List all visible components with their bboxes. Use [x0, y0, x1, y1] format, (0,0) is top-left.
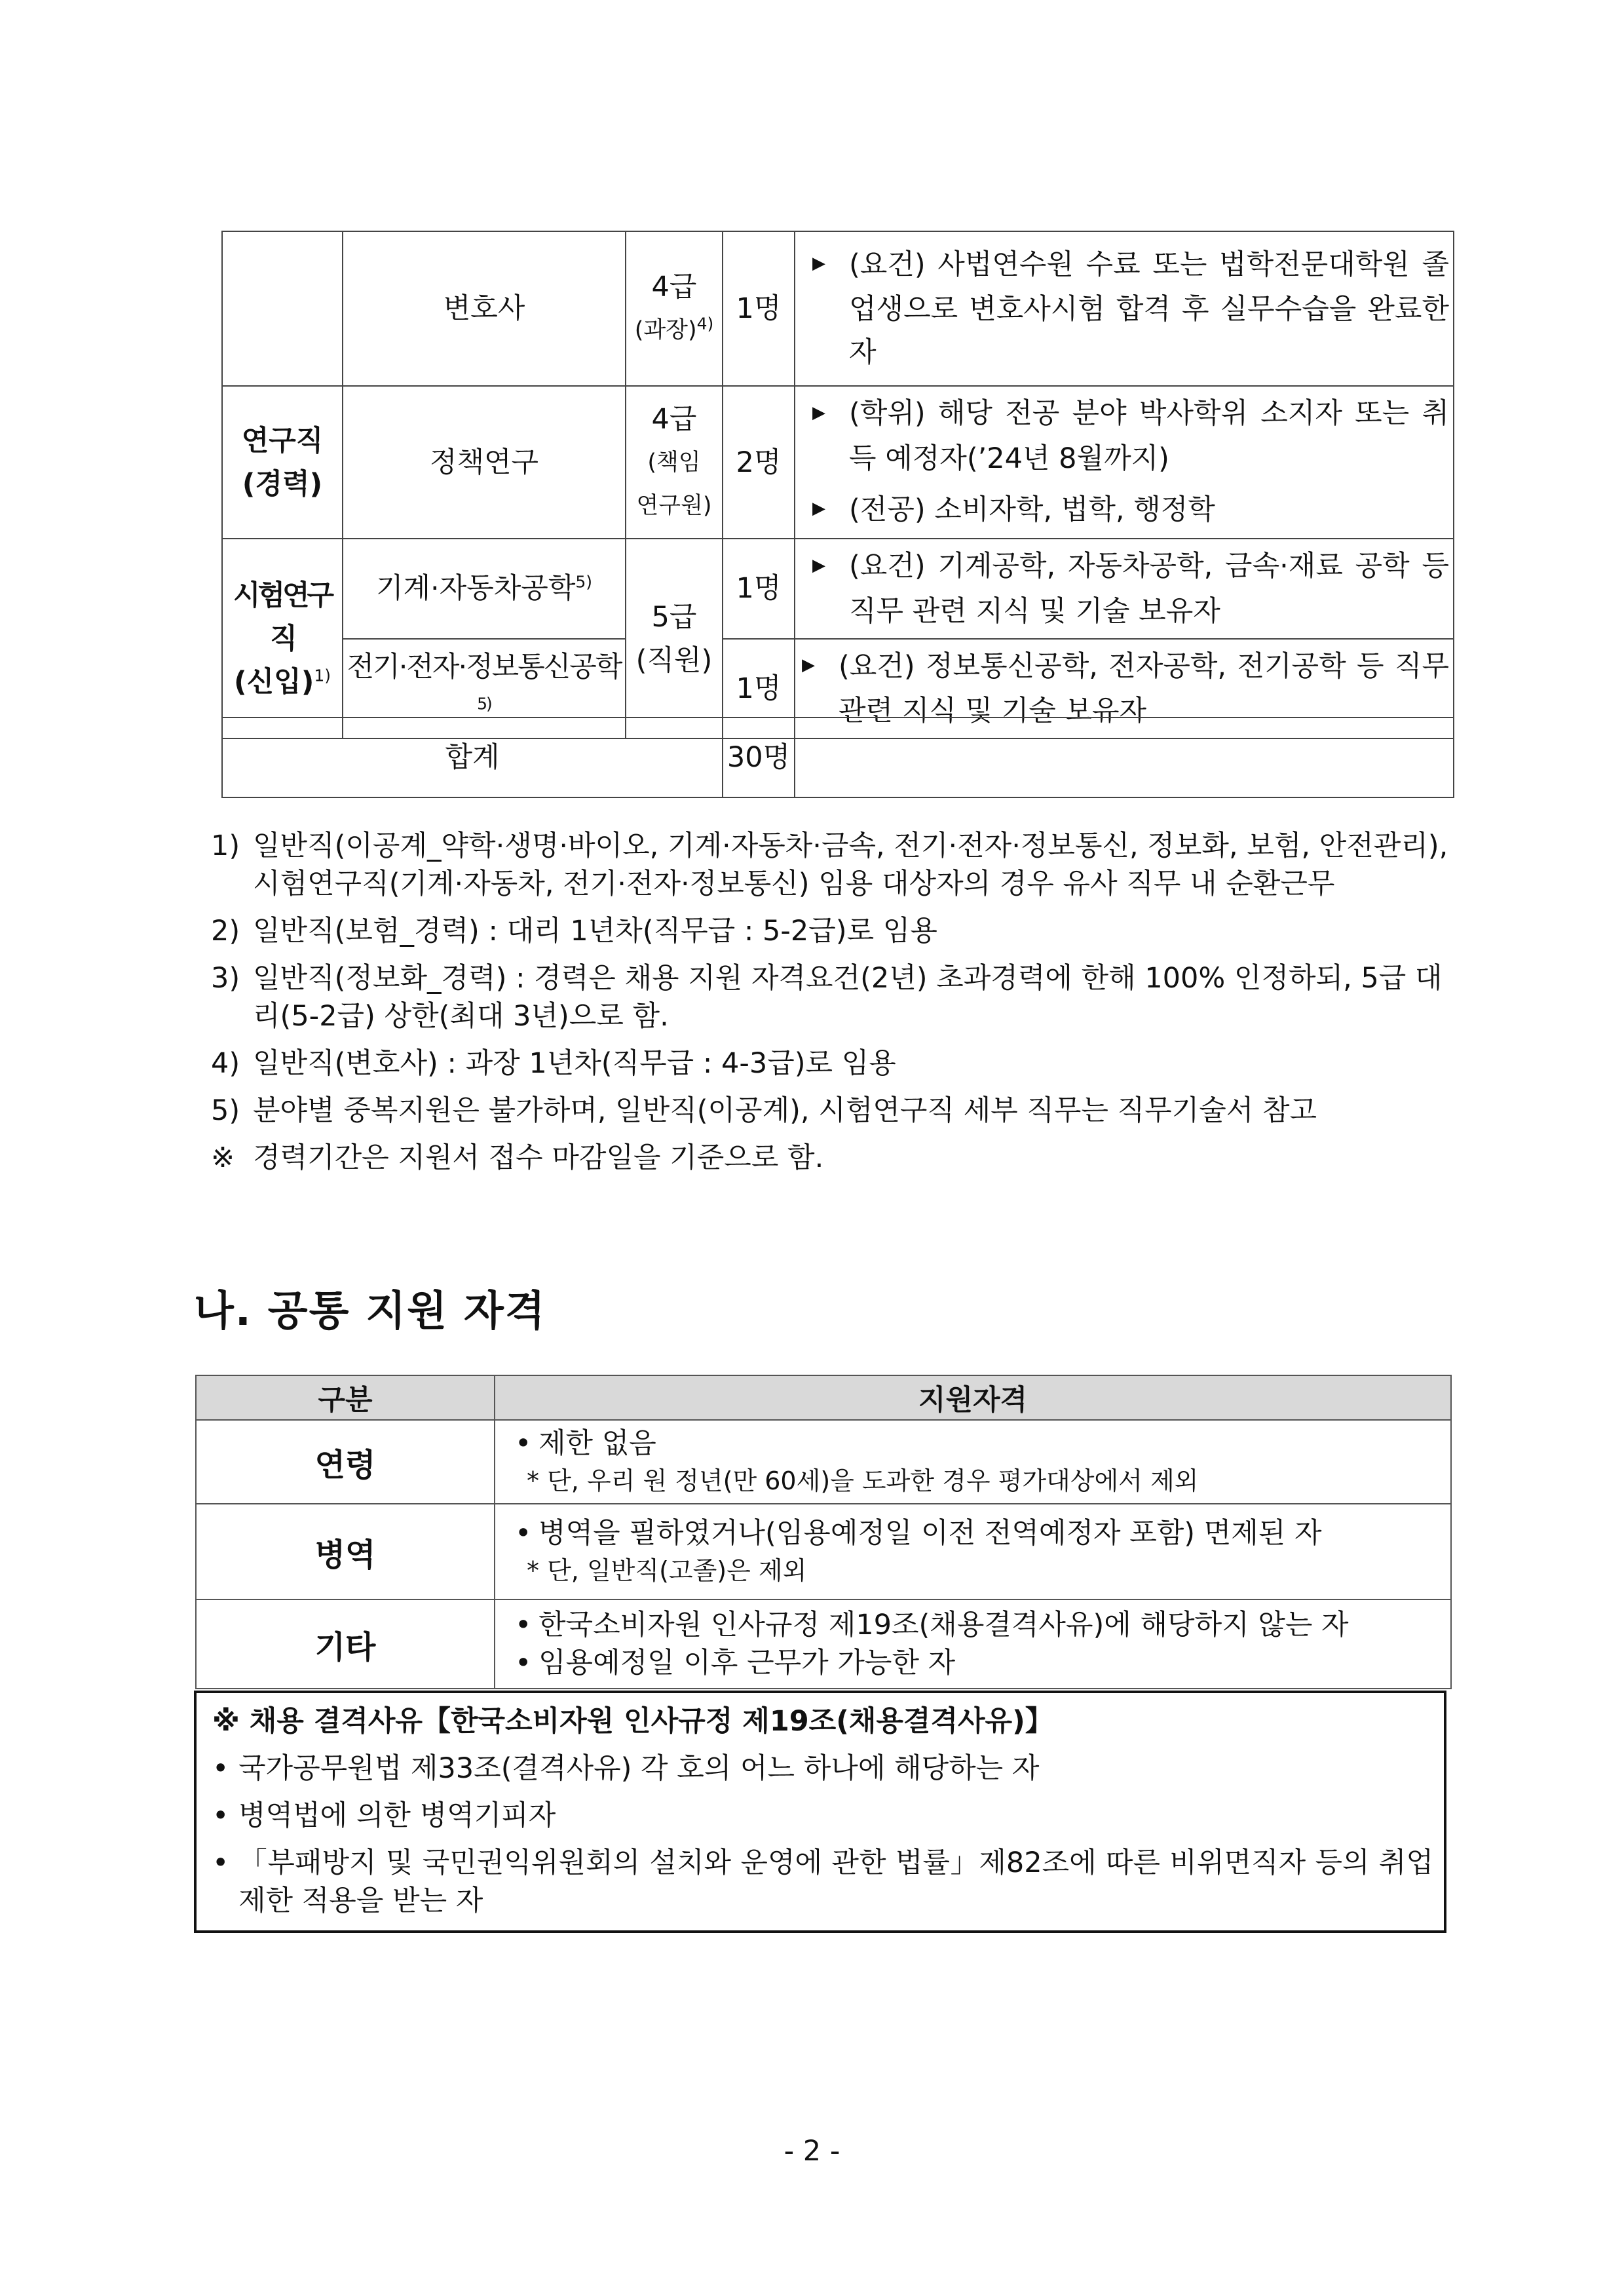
grade: 4급	[651, 402, 697, 436]
header-qualification: 지원자격	[495, 1375, 1451, 1420]
footnote	[211, 827, 1456, 903]
category-line2: (경력)	[242, 467, 323, 501]
box-item	[212, 1844, 1433, 1920]
requirements-cell	[795, 231, 1454, 386]
category-cell	[222, 386, 343, 539]
row-label: 병역	[196, 1504, 495, 1599]
requirement-text: (전공) 소비자학, 법학, 행정학	[849, 493, 1215, 526]
box-item	[212, 1750, 1433, 1788]
row-content	[495, 1599, 1451, 1689]
grade-cell	[626, 386, 723, 539]
grade-sub	[626, 309, 722, 352]
box-item-text: 국가공무원법 제33조(결격사유) 각 호의 어느 하나에 해당하는 자	[238, 1752, 1040, 1785]
field-sup: 5)	[477, 694, 491, 714]
row-content	[495, 1420, 1451, 1504]
requirements-cell	[795, 539, 1454, 639]
bullet-item	[515, 1514, 1439, 1552]
requirement-item	[812, 243, 1449, 375]
field-text: 기계·자동차공학	[375, 572, 576, 605]
bullet-icon: •	[212, 1799, 229, 1832]
grade: 5급	[651, 600, 697, 634]
footnote-text: 일반직(변호사) : 과장 1년차(직무급 : 4-3급)로 임용	[253, 1047, 896, 1080]
field-cell	[343, 539, 626, 639]
category-line2-wrap	[223, 660, 342, 704]
total-label: 합계	[222, 718, 723, 797]
footnote-num: ※	[211, 1141, 235, 1174]
bullet-icon: •	[515, 1517, 532, 1550]
total-count: 30명	[723, 718, 795, 797]
triangle-bullet-icon: ▶	[812, 499, 825, 518]
requirement-text: (학위) 해당 전공 분야 박사학위 소지자 또는 취득 예정자(’24년 8월까지)	[849, 397, 1449, 475]
footnote-text: 분야별 중복지원은 불가하며, 일반직(이공계), 시험연구직 세부 직무는 직무기술서 참고	[253, 1094, 1317, 1127]
footnote	[211, 912, 1456, 950]
table-row	[196, 1420, 1451, 1504]
row-note: * 단, 일반직(고졸)은 제외	[527, 1556, 807, 1585]
bullet-icon: •	[212, 1846, 229, 1879]
row-label: 기타	[196, 1599, 495, 1689]
disqualification-box	[194, 1691, 1446, 1933]
field-cell: 정책연구	[343, 386, 626, 539]
footnote-text: 일반직(정보화_경력) : 경력은 채용 지원 자격요건(2년) 초과경력에 한해 100% 인정하되, 5급 대리(5-2급) 상한(최대 3년)으로 함.	[253, 962, 1443, 1033]
bullet-icon: •	[212, 1752, 229, 1785]
requirements-cell	[795, 386, 1454, 539]
requirement-text: (요건) 정보통신공학, 전자공학, 전기공학 등 직무 관련 지식 및 기술 보유자	[839, 649, 1449, 727]
row-note: * 단, 우리 원 정년(만 60세)을 도과한 경우 평가대상에서 제외	[527, 1466, 1199, 1495]
footnote	[211, 959, 1456, 1035]
bullet-item	[515, 1644, 1439, 1682]
grade-sub-line2: 연구원)	[636, 492, 712, 519]
header-category: 구분	[196, 1375, 495, 1420]
box-item	[212, 1797, 1433, 1835]
table-row	[196, 1504, 1451, 1599]
footnote-num: 4)	[211, 1047, 240, 1080]
bullet-icon: •	[515, 1647, 532, 1679]
table-row-total	[222, 718, 1454, 797]
requirement-text: (요건) 사법연수원 수료 또는 법학전문대학원 졸업생으로 변호사시험 합격 후 실무수습을 완료한 자	[849, 248, 1449, 370]
field-cell: 변호사	[343, 231, 626, 386]
triangle-bullet-icon: ▶	[812, 254, 825, 274]
grade-sub-line1: (책임	[647, 449, 701, 476]
bullet-text: 병역을 필하였거나(임용예정일 이전 전역예정자 포함) 면제된 자	[538, 1517, 1322, 1550]
grade-sub: (직원)	[635, 643, 713, 677]
box-title: ※ 채용 결격사유【한국소비자원 인사규정 제19조(채용결격사유)】	[212, 1705, 1053, 1738]
row-content	[495, 1504, 1451, 1599]
count-cell: 1명	[723, 639, 795, 739]
requirement-item	[812, 545, 1449, 633]
box-item-text: 「부패방지 및 국민권익위원회의 설치와 운영에 관한 법률」제82조에 따른 비위면직자 등의 취업제한 적용을 받는 자	[238, 1846, 1433, 1917]
table-row	[222, 386, 1454, 539]
count-cell: 2명	[723, 386, 795, 539]
footnote	[211, 1044, 1456, 1082]
category-cell	[222, 539, 343, 738]
category-line2: (신입)	[233, 665, 314, 698]
footnote-num: 1)	[211, 830, 240, 862]
grade-cell	[626, 231, 723, 386]
grade: 4급	[651, 271, 697, 303]
field-text: 전기·전자·정보통신공학	[347, 650, 622, 683]
bullet-item	[515, 1606, 1439, 1644]
bullet-item	[515, 1425, 1439, 1463]
table-row	[222, 231, 1454, 386]
category-sup: 1)	[314, 666, 331, 685]
footnote	[211, 1139, 1456, 1177]
page-number: - 2 -	[784, 2135, 840, 2168]
grade-sup: 4)	[696, 314, 714, 334]
qualifications-table	[195, 1375, 1452, 1689]
footnote-num: 3)	[211, 962, 240, 995]
footnote	[211, 1092, 1456, 1130]
field-sup: 5)	[575, 572, 593, 592]
triangle-bullet-icon: ▶	[812, 555, 825, 575]
box-item-text: 병역법에 의한 병역기피자	[238, 1799, 556, 1832]
requirement-text: (요건) 기계공학, 자동차공학, 금속·재료 공학 등 직무 관련 지식 및 기술 보유자	[849, 550, 1449, 628]
count-cell: 1명	[723, 539, 795, 639]
footnote-text: 일반직(보험_경력) : 대리 1년차(직무급 : 5-2급)로 임용	[253, 915, 937, 947]
footnote-num: 2)	[211, 915, 240, 947]
bullet-text: 제한 없음	[538, 1427, 656, 1460]
table-row	[222, 539, 1454, 639]
bullet-text: 임용예정일 이후 근무가 가능한 자	[538, 1647, 956, 1679]
footnote-num: 5)	[211, 1094, 240, 1127]
bullet-icon: •	[515, 1427, 532, 1460]
count-cell: 1명	[723, 231, 795, 386]
requirement-item	[812, 392, 1449, 480]
table-row	[196, 1599, 1451, 1689]
triangle-bullet-icon: ▶	[802, 655, 815, 675]
bullet-text: 한국소비자원 인사규정 제19조(채용결격사유)에 해당하지 않는 자	[538, 1609, 1349, 1641]
bullet-icon: •	[515, 1609, 532, 1641]
category-line1: 연구직	[241, 424, 324, 457]
footnote-text: 경력기간은 지원서 접수 마감일을 기준으로 함.	[253, 1141, 824, 1174]
table-header-row	[196, 1375, 1451, 1420]
total-empty	[795, 718, 1454, 797]
row-label: 연령	[196, 1420, 495, 1504]
grade-cell	[626, 539, 723, 738]
category-cell	[222, 231, 343, 386]
footnote-text: 일반직(이공계_약학·생명·바이오, 기계·자동차·금속, 전기·전자·정보통신, 정보화, 보험, 안전관리), 시험연구직(기계·자동차, 전기·전자·정보통신) 임용 대상자의 경우 유사 직무 내 순환근무	[253, 830, 1448, 900]
footnotes	[211, 827, 1456, 1186]
section-heading: 나. 공통 지원 자격	[194, 1287, 546, 1335]
requirement-item	[812, 488, 1449, 533]
grade-sub-text: (과장)	[634, 317, 697, 343]
category-line1: 시험연구직	[233, 579, 332, 655]
triangle-bullet-icon: ▶	[812, 402, 825, 423]
positions-total-table	[221, 717, 1454, 798]
